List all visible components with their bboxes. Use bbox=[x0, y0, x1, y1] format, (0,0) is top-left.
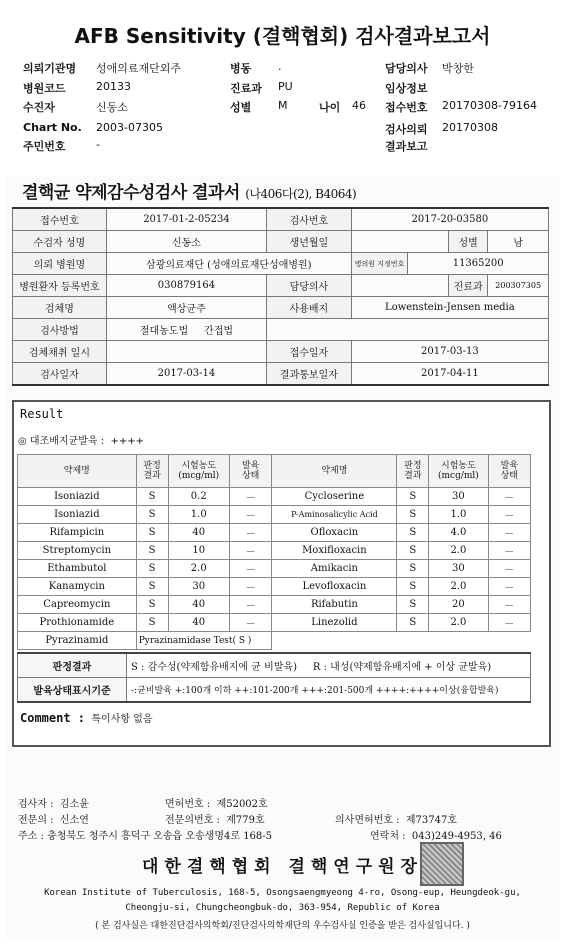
comment: Comment : 특이사항 없음 bbox=[20, 711, 153, 725]
table-row bbox=[18, 488, 531, 506]
header-clinical-label: 임상정보 bbox=[385, 82, 428, 95]
drug-drug: Moxifloxacin bbox=[272, 542, 397, 560]
pyrazinamid-label: Pyrazinamid bbox=[18, 632, 137, 650]
medium: Lowenstein-Jensen media bbox=[351, 297, 548, 319]
header-report-label: 결과보고 bbox=[385, 140, 428, 153]
drug-grow: － bbox=[488, 488, 530, 506]
header-dept-label: 진료과 bbox=[230, 82, 262, 95]
judge-legend: S : 감수성(약제함유배지에 균 비발육) R : 내성(약제함유배지에 + 이상 균발육) bbox=[127, 653, 531, 678]
table-row bbox=[18, 542, 531, 560]
drug-grow: － bbox=[488, 596, 530, 614]
doc bbox=[351, 275, 448, 297]
notify: 2017-04-11 bbox=[351, 363, 548, 386]
col-grow: 발육 상태 bbox=[229, 455, 271, 488]
pyrazinamid-row bbox=[18, 632, 531, 650]
exam-no-label: 검사번호 bbox=[267, 208, 352, 231]
test-date-label: 검사일자 bbox=[13, 363, 107, 386]
drug-drug: Amikacin bbox=[272, 560, 397, 578]
header-hospital-label: 의뢰기관명 bbox=[23, 62, 77, 75]
birth-label: 생년월일 bbox=[267, 231, 352, 253]
control-growth: ◎ 대조배지균발육 : ++++ bbox=[18, 436, 144, 447]
header-age: 46 bbox=[352, 99, 366, 112]
drug-res: S bbox=[397, 560, 429, 578]
drug-grow: － bbox=[488, 524, 530, 542]
drug-drug: Cycloserine bbox=[272, 488, 397, 506]
header-chart-label: Chart No. bbox=[23, 121, 82, 134]
header-code: 20133 bbox=[96, 80, 131, 93]
table-row bbox=[18, 614, 531, 632]
drug-drug: Prothionamide bbox=[18, 614, 137, 632]
drug-grow: － bbox=[488, 578, 530, 596]
drug-res: S bbox=[136, 596, 168, 614]
drug-res: S bbox=[397, 578, 429, 596]
header-sex-label: 성별 bbox=[230, 101, 252, 114]
drug-conc: 30 bbox=[429, 488, 488, 506]
reg-no-label: 병원환자 등록번호 bbox=[13, 275, 107, 297]
drug-drug: Linezolid bbox=[272, 614, 397, 632]
col-conc: 시험농도 (mcg/ml) bbox=[168, 455, 229, 488]
drug-res: S bbox=[397, 542, 429, 560]
drug-table bbox=[17, 454, 531, 650]
hosp-code-label: 병의원 지정번호 bbox=[351, 253, 408, 275]
dept-label: 진료과 bbox=[448, 275, 487, 297]
doc-label: 담당의사 bbox=[267, 275, 352, 297]
col-conc: 시험농도 (mcg/ml) bbox=[429, 455, 488, 488]
specialist-no: 전문의번호 : 제779호 bbox=[165, 815, 265, 826]
drug-conc: 2.0 bbox=[429, 542, 488, 560]
drug-drug: Streptomycin bbox=[18, 542, 137, 560]
drug-res: S bbox=[397, 506, 429, 524]
drug-grow: － bbox=[488, 542, 530, 560]
address: 주소 : 충청북도 청주시 흥덕구 오송읍 오송생명4로 168-5 bbox=[18, 831, 273, 842]
specimen-label: 검체명 bbox=[13, 297, 107, 319]
drug-grow: － bbox=[229, 524, 271, 542]
header-receipt: 20170308-79164 bbox=[442, 99, 537, 112]
institute-name: 대한결핵협회 결핵연구원장 bbox=[142, 857, 423, 877]
drug-res: S bbox=[136, 488, 168, 506]
judge-label: 판정결과 bbox=[18, 653, 127, 678]
drug-grow: － bbox=[229, 506, 271, 524]
std-text: -:균비발육 +:100개 이하 ++:101-200개 +++:201-500개 ++++:++++이상(융합발육) bbox=[127, 678, 531, 703]
hosp-code: 11365200 bbox=[408, 253, 549, 275]
collect bbox=[106, 341, 266, 363]
drug-grow: － bbox=[229, 560, 271, 578]
drug-res: S bbox=[397, 614, 429, 632]
header-ward: . bbox=[278, 60, 282, 73]
notify-label: 결과통보일자 bbox=[267, 363, 352, 386]
drug-drug: Rifampicin bbox=[18, 524, 137, 542]
drug-grow: － bbox=[229, 614, 271, 632]
institute-address-en-2: Cheongju-si, Chungcheongbuk-do, 363-954, Republic of Korea bbox=[125, 903, 440, 913]
col-judge: 판정 결과 bbox=[136, 455, 168, 488]
header-code-label: 병원코드 bbox=[23, 82, 66, 95]
drug-grow: － bbox=[488, 506, 530, 524]
drug-conc: 1.0 bbox=[168, 506, 229, 524]
col-grow: 발육 상태 bbox=[488, 455, 530, 488]
header-doctor: 박창한 bbox=[442, 62, 474, 75]
header-sex: M bbox=[278, 99, 288, 112]
header-doctor-label: 담당의사 bbox=[385, 62, 428, 75]
req-hosp: 삼광의료재단 (성애의료재단성애병원) bbox=[106, 253, 351, 275]
medium-label: 사용배지 bbox=[267, 297, 352, 319]
drug-grow: － bbox=[229, 578, 271, 596]
drug-conc: 0.2 bbox=[168, 488, 229, 506]
drug-res: S bbox=[136, 542, 168, 560]
header-resident: - bbox=[96, 138, 100, 151]
drug-conc: 2.0 bbox=[429, 614, 488, 632]
header-ward-label: 병동 bbox=[230, 62, 252, 75]
drug-drug: Ofloxacin bbox=[272, 524, 397, 542]
recv-date-label: 접수일자 bbox=[267, 341, 352, 363]
drug-drug: Isoniazid bbox=[18, 506, 137, 524]
drug-res: S bbox=[136, 578, 168, 596]
institute-address-en-1: Korean Institute of Tuberculosis, 168-5, Osongsaengmyeong 4-ro, Osong-eup, Heungdeok-gu, bbox=[44, 888, 521, 898]
drug-res: S bbox=[136, 524, 168, 542]
drug-grow: － bbox=[488, 560, 530, 578]
dept: 200307305 bbox=[488, 275, 549, 297]
report-title: AFB Sensitivity (결핵협회) 검사결과보고서 bbox=[74, 24, 491, 48]
drug-drug: Levofloxacin bbox=[272, 578, 397, 596]
license: 면허번호 : 제52002호 bbox=[165, 799, 268, 810]
drug-drug: Capreomycin bbox=[18, 596, 137, 614]
drug-grow: － bbox=[229, 542, 271, 560]
drug-drug: P-Aminosalicylic Acid bbox=[272, 506, 397, 524]
sex-label: 성별 bbox=[448, 231, 487, 253]
info-table bbox=[12, 207, 549, 386]
drug-conc: 2.0 bbox=[168, 560, 229, 578]
drug-res: S bbox=[136, 506, 168, 524]
header-request: 20170308 bbox=[442, 121, 498, 134]
drug-res: S bbox=[397, 488, 429, 506]
drug-conc: 10 bbox=[168, 542, 229, 560]
drug-conc: 1.0 bbox=[429, 506, 488, 524]
drug-res: S bbox=[397, 524, 429, 542]
header-age-label: 나이 bbox=[319, 101, 341, 114]
drug-res: S bbox=[397, 596, 429, 614]
drug-conc: 30 bbox=[429, 560, 488, 578]
sex: 남 bbox=[488, 231, 549, 253]
pyrazinamid-test: Pyrazinamidase Test( S ) bbox=[136, 632, 272, 650]
drug-conc: 4.0 bbox=[429, 524, 488, 542]
method-label: 검사방법 bbox=[13, 319, 107, 341]
reg-no: 030879164 bbox=[106, 275, 266, 297]
header-dept: PU bbox=[278, 80, 293, 93]
drug-drug: Isoniazid bbox=[18, 488, 137, 506]
drug-conc: 40 bbox=[168, 596, 229, 614]
patient-name: 신동소 bbox=[106, 231, 266, 253]
drug-drug: Kanamycin bbox=[18, 578, 137, 596]
judge-table bbox=[17, 652, 531, 703]
drug-grow: － bbox=[488, 614, 530, 632]
recv-date: 2017-03-13 bbox=[351, 341, 548, 363]
result-title: Result bbox=[20, 407, 64, 421]
drug-conc: 40 bbox=[168, 614, 229, 632]
header-hospital: 성애의료재단외주 bbox=[96, 62, 182, 75]
doctor-license: 의사면허번호 : 제73747호 bbox=[335, 815, 458, 826]
table-row bbox=[18, 506, 531, 524]
specimen: 액상균주 bbox=[106, 297, 266, 319]
table-row bbox=[18, 524, 531, 542]
receipt-no: 2017-01-2-05234 bbox=[106, 208, 266, 231]
header-receipt-label: 접수번호 bbox=[385, 101, 428, 114]
receipt-no-label: 접수번호 bbox=[13, 208, 107, 231]
header-patient-label: 수진자 bbox=[23, 101, 55, 114]
birth bbox=[351, 231, 448, 253]
col-drug: 약제명 bbox=[18, 455, 137, 488]
document-title: 결핵균 약제감수성검사 결과서 (나406다(2), B4064) bbox=[22, 183, 357, 203]
drug-conc: 2.0 bbox=[429, 578, 488, 596]
table-row bbox=[18, 596, 531, 614]
examiner: 검사자 : 김소윤 bbox=[18, 799, 89, 810]
drug-drug: Rifabutin bbox=[272, 596, 397, 614]
patient-name-label: 수검자 성명 bbox=[13, 231, 107, 253]
table-row bbox=[18, 560, 531, 578]
header-resident-label: 주민번호 bbox=[23, 140, 66, 153]
header-request-label: 검사의뢰 bbox=[385, 123, 428, 136]
drug-conc: 40 bbox=[168, 524, 229, 542]
collect-label: 검체채취 일시 bbox=[13, 341, 107, 363]
col-drug: 약제명 bbox=[272, 455, 397, 488]
certification-notice: ( 본 검사실은 대한진단검사의학회/진단검사의학재단의 우수검사실 인증을 받은 검사실입니다. ) bbox=[95, 921, 470, 931]
method: 절대농도법 간접법 bbox=[106, 319, 266, 341]
drug-grow: － bbox=[229, 488, 271, 506]
drug-conc: 30 bbox=[168, 578, 229, 596]
header-patient: 신동소 bbox=[96, 101, 128, 114]
std-label: 발육상태표시기준 bbox=[18, 678, 127, 703]
drug-drug: Ethambutol bbox=[18, 560, 137, 578]
drug-res: S bbox=[136, 614, 168, 632]
drug-res: S bbox=[136, 560, 168, 578]
phone: 연락처 : 043)249-4953, 46 bbox=[370, 831, 502, 842]
header-chart: 2003-07305 bbox=[96, 121, 163, 134]
req-hosp-label: 의뢰 병원명 bbox=[13, 253, 107, 275]
exam-no: 2017-20-03580 bbox=[351, 208, 548, 231]
table-row bbox=[18, 578, 531, 596]
drug-conc: 20 bbox=[429, 596, 488, 614]
specialist: 전문의 : 신소연 bbox=[18, 815, 89, 826]
drug-grow: － bbox=[229, 596, 271, 614]
test-date: 2017-03-14 bbox=[106, 363, 266, 386]
col-judge: 판정 결과 bbox=[397, 455, 429, 488]
